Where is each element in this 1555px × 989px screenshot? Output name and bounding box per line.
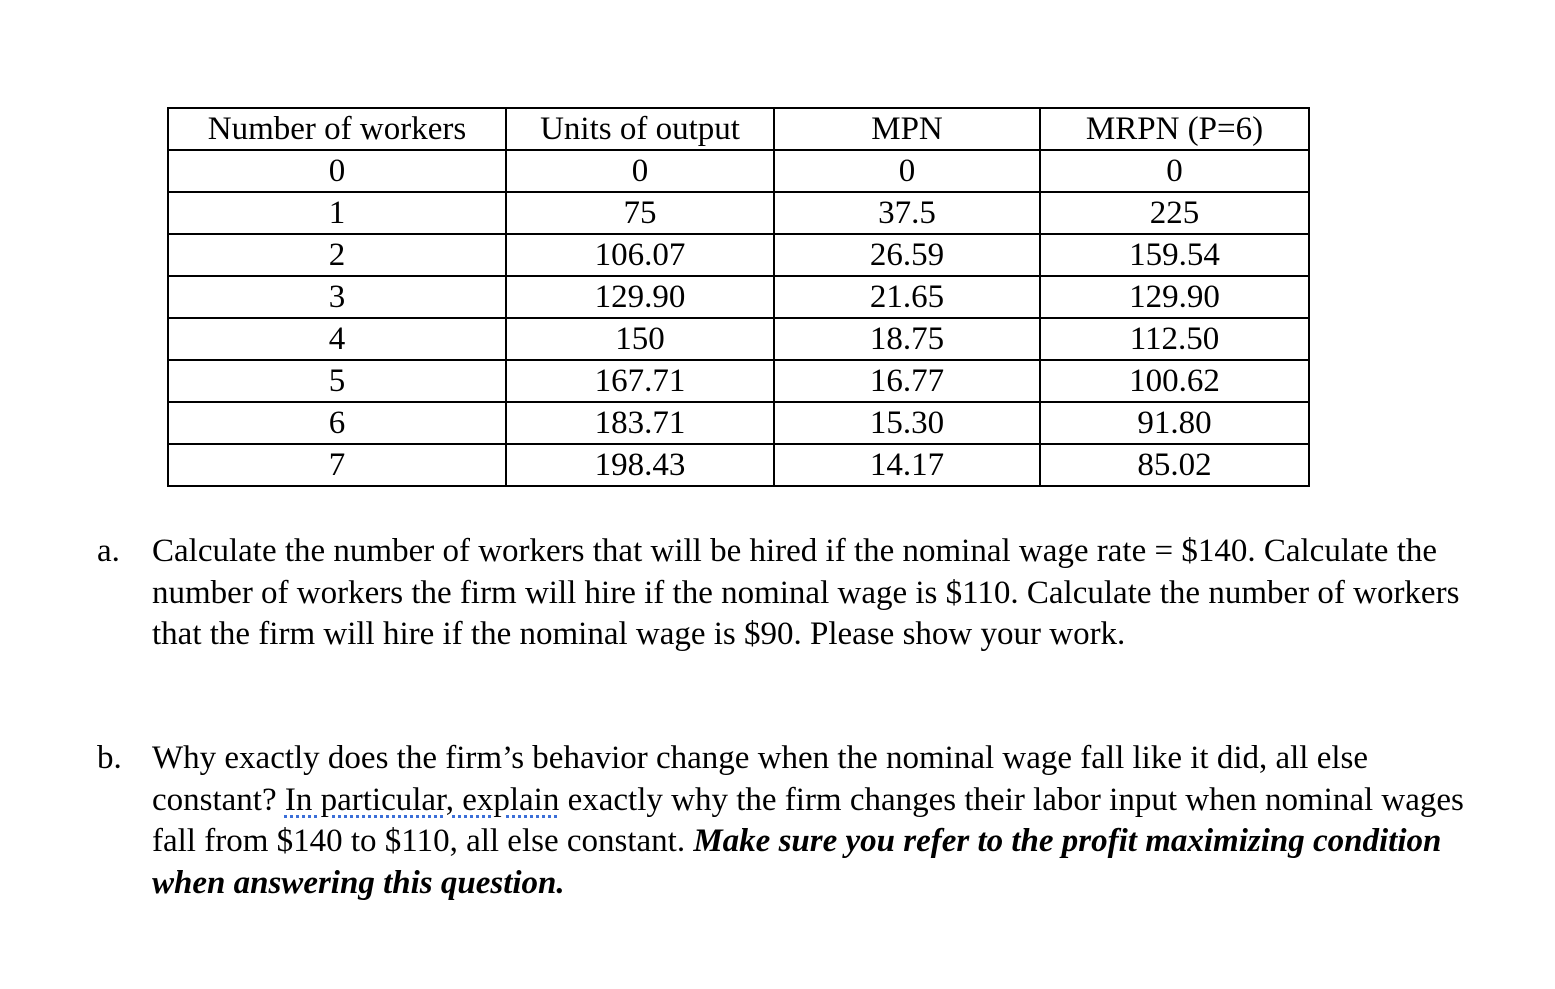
cell-mpn: 37.5 (774, 192, 1040, 234)
cell-output: 150 (506, 318, 774, 360)
question-a-marker: a. (97, 533, 120, 569)
cell-mpn: 26.59 (774, 234, 1040, 276)
cell-output: 198.43 (506, 444, 774, 486)
spellcheck-underlined-phrase[interactable]: In particular, explain (284, 781, 560, 818)
cell-mrpn: 225 (1040, 192, 1309, 234)
table-row (168, 360, 1309, 402)
table-row (168, 234, 1309, 276)
header-mrpn: MRPN (P=6) (1040, 108, 1309, 150)
question-b (97, 738, 1477, 904)
question-b-text (152, 738, 1477, 904)
cell-output: 183.71 (506, 402, 774, 444)
header-units-of-output: Units of output (506, 108, 774, 150)
table-row (168, 276, 1309, 318)
cell-mrpn: 129.90 (1040, 276, 1309, 318)
header-number-of-workers: Number of workers (168, 108, 506, 150)
cell-mpn: 16.77 (774, 360, 1040, 402)
cell-mrpn: 85.02 (1040, 444, 1309, 486)
cell-mpn: 0 (774, 150, 1040, 192)
cell-workers: 6 (168, 402, 506, 444)
cell-mrpn: 159.54 (1040, 234, 1309, 276)
header-mpn: MPN (774, 108, 1040, 150)
cell-workers: 0 (168, 150, 506, 192)
cell-mpn: 14.17 (774, 444, 1040, 486)
cell-output: 129.90 (506, 276, 774, 318)
cell-mrpn: 0 (1040, 150, 1309, 192)
cell-workers: 5 (168, 360, 506, 402)
cell-output: 167.71 (506, 360, 774, 402)
question-b-emphasis: Make sure you refer to the profit maximizing condition when answering this question. (152, 823, 1442, 901)
cell-output: 106.07 (506, 234, 774, 276)
cell-mpn: 15.30 (774, 402, 1040, 444)
cell-mrpn: 112.50 (1040, 318, 1309, 360)
cell-workers: 7 (168, 444, 506, 486)
question-a-text: Calculate the number of workers that will be hired if the nominal wage rate = $140. Calculate the number of workers the firm will hire if the nominal wage is $110. Calculate the number of workers that the firm will hire if the nominal wage is $90. Please show your work. (152, 533, 1460, 652)
cell-mpn: 21.65 (774, 276, 1040, 318)
table-row (168, 192, 1309, 234)
table-row (168, 150, 1309, 192)
cell-workers: 2 (168, 234, 506, 276)
question-a (97, 531, 1477, 656)
table-row (168, 444, 1309, 486)
table-header-row (168, 108, 1309, 150)
cell-mrpn: 91.80 (1040, 402, 1309, 444)
question-b-text-part1: Why exactly does the firm’s behavior change when the nominal wage fall like it did, all else constant? (152, 740, 1369, 818)
cell-output: 75 (506, 192, 774, 234)
question-b-text-part2: exactly why the firm changes their labor input when nominal wages fall from $140 to $110, all else constant. (152, 781, 1464, 859)
table-row (168, 318, 1309, 360)
question-b-marker: b. (97, 740, 122, 776)
cell-workers: 1 (168, 192, 506, 234)
cell-workers: 3 (168, 276, 506, 318)
cell-mpn: 18.75 (774, 318, 1040, 360)
workers-output-table (167, 107, 1310, 487)
cell-mrpn: 100.62 (1040, 360, 1309, 402)
table-row (168, 402, 1309, 444)
cell-output: 0 (506, 150, 774, 192)
cell-workers: 4 (168, 318, 506, 360)
